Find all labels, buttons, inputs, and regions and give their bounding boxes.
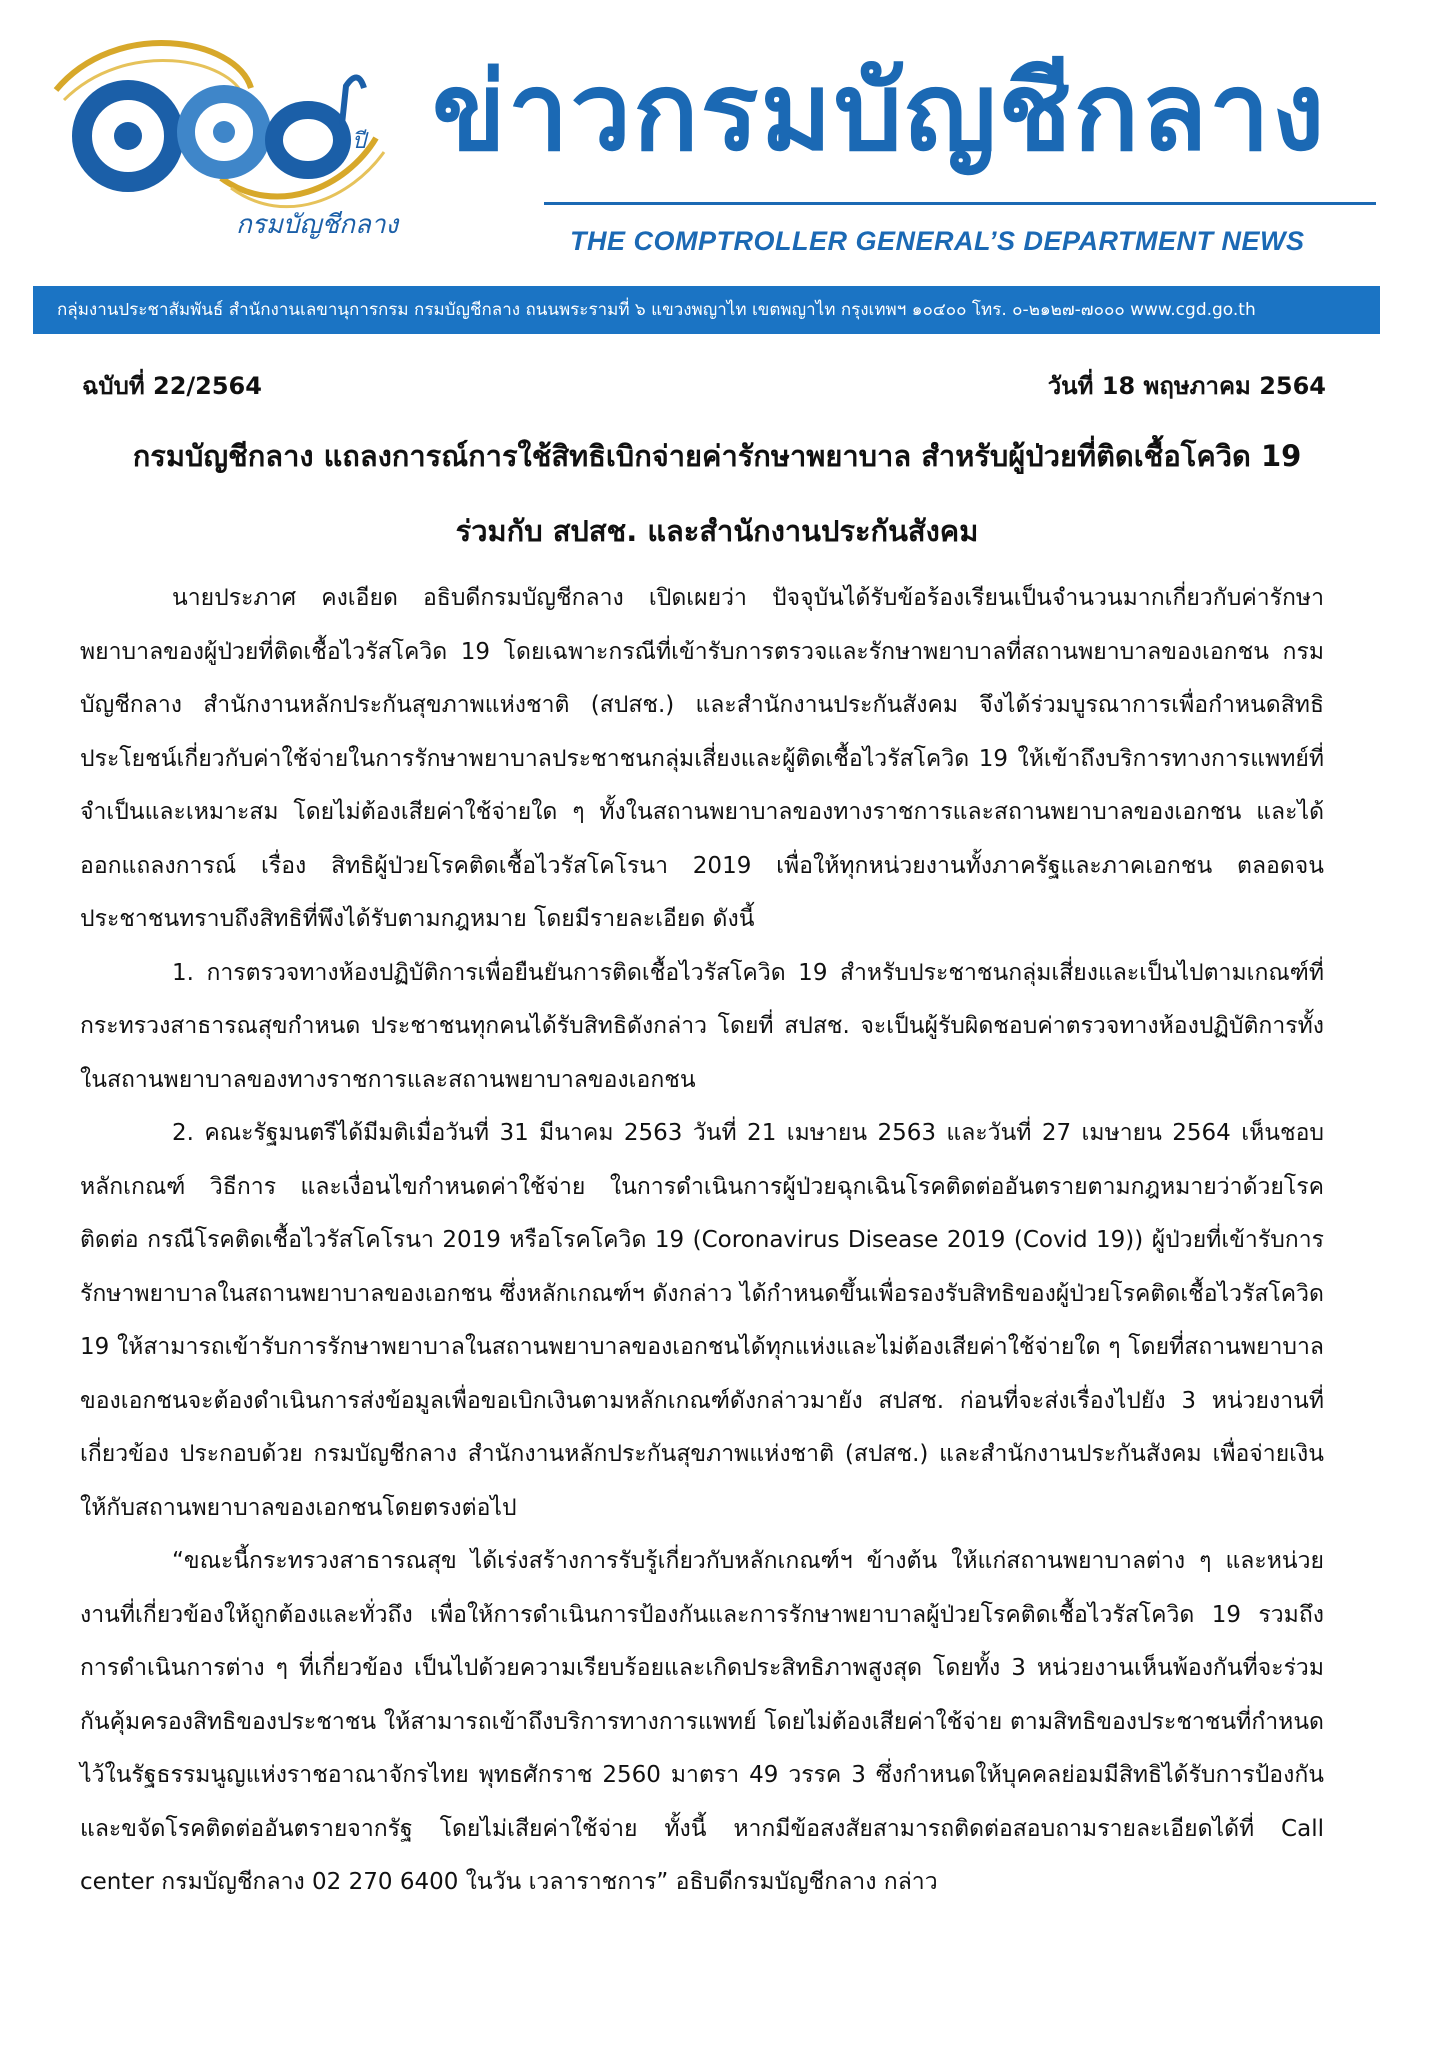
logo-caption: กรมบัญชีกลาง bbox=[236, 210, 399, 240]
paragraph-item-1: 1. การตรวจทางห้องปฏิบัติการเพื่อยืนยันการติดเชื้อไวรัสโควิด 19 สำหรับประชาชนกลุ่มเสี่ยงและเป็นไปตามเกณฑ์ที่กระทรวงสาธารณสุขกำหนด ประชาชนทุกคนได้รับสิทธิดังกล่าว โดยที่ สปสช. จะเป็นผู้รับผิดชอบค่าตรวจทางห้องปฏิบัติการทั้งในสถานพยาบาลของทางราชการและสถานพยาบาลของเอกชน bbox=[80, 959, 1324, 1093]
svg-text:ปี: ปี bbox=[352, 129, 366, 154]
paragraph-intro: นายประภาศ คงเอียด อธิบดีกรมบัญชีกลาง เปิดเผยว่า ปัจจุบันได้รับข้อร้องเรียนเป็นจำนวนมากเกี่ยวกับค่ารักษาพยาบาลของผู้ป่วยที่ติดเชื้อไวรัสโควิด 19 โดยเฉพาะกรณีที่เข้ารับการตรวจและรักษาพยาบาลที่สถานพยาบาลของเอกชน กรมบัญชีกลาง สำนักงานหลักประกันสุขภาพแห่งชาติ (สปสช.) และสำนักงานประกันสังคม จึงได้ร่วมบูรณาการเพื่อกำหนดสิทธิประโยชน์เกี่ยวกับค่าใช้จ่ายในการรักษาพยาบาลประชาชนกลุ่มเสี่ยงและผู้ติดเชื้อไวรัสโควิด 19 ให้เข้าถึงบริการทางการแพทย์ที่จำเป็นและเหมาะสม โดยไม่ต้องเสียค่าใช้จ่ายใด ๆ ทั้งในสถานพยาบาลของทางราชการและสถานพยาบาลของเอกชน และได้ออกแถลงการณ์ เรื่อง สิทธิผู้ป่วยโรคติดเชื้อไวรัสโคโรนา 2019 เพื่อให้ทุกหน่วยงานทั้งภาครัฐและภาคเอกชน ตลอดจนประชาชนทราบถึงสิทธิที่พึงได้รับตามกฎหมาย โดยมีรายละเอียด ดังนี้ bbox=[80, 585, 1324, 932]
issue-date: วันที่ 18 พฤษภาคม 2564 bbox=[1047, 372, 1326, 400]
headline-line-1: กรมบัญชีกลาง แถลงการณ์การใช้สิทธิเบิกจ่ายค่ารักษาพยาบาล สำหรับผู้ป่วยที่ติดเชื้อโควิด 19 bbox=[132, 439, 1302, 473]
masthead-divider bbox=[544, 202, 1376, 205]
masthead-title: ข่าวกรมบัญชีกลาง bbox=[432, 50, 1327, 175]
cgd-anniversary-logo bbox=[46, 28, 416, 253]
headline-line-2: ร่วมกับ สปสช. และสำนักงานประกันสังคม bbox=[455, 514, 979, 548]
article-body bbox=[80, 572, 1324, 1910]
paragraph-item-2: 2. คณะรัฐมนตรีได้มีมติเมื่อวันที่ 31 มีนาคม 2563 วันที่ 21 เมษายน 2563 และวันที่ 27 เมษายน 2564 เห็นชอบหลักเกณฑ์ วิธีการ และเงื่อนไขกำหนดค่าใช้จ่าย ในการดำเนินการผู้ป่วยฉุกเฉินโรคติดต่ออันตรายตามกฎหมายว่าด้วยโรคติดต่อ กรณีโรคติดเชื้อไวรัสโคโรนา 2019 หรือโรคโควิด 19 (Coronavirus Disease 2019 (Covid 19)) ผู้ป่วยที่เข้ารับการรักษาพยาบาลในสถานพยาบาลของเอกชน ซึ่งหลักเกณฑ์ฯ ดังกล่าว ได้กำหนดขึ้นเพื่อรองรับสิทธิของผู้ป่วยโรคติดเชื้อไวรัสโควิด 19 ให้สามารถเข้ารับการรักษาพยาบาลในสถานพยาบาลของเอกชนได้ทุกแห่งและไม่ต้องเสียค่าใช้จ่ายใด ๆ โดยที่สถานพยาบาลของเอกชนจะต้องดำเนินการส่งข้อมูลเพื่อขอเบิกเงินตามหลักเกณฑ์ดังกล่าวมายัง สปสช. ก่อนที่จะส่งเรื่องไปยัง 3 หน่วยงานที่เกี่ยวข้อง ประกอบด้วย กรมบัญชีกลาง สำนักงานหลักประกันสุขภาพแห่งชาติ (สปสช.) และสำนักงานประกันสังคม เพื่อจ่ายเงินให้กับสถานพยาบาลของเอกชนโดยตรงต่อไป bbox=[80, 1120, 1324, 1521]
contact-info-bar: กลุ่มงานประชาสัมพันธ์ สำนักงานเลขานุการกรม กรมบัญชีกลาง ถนนพระรามที่ ๖ แขวงพญาไท เขตพญาไท กรุงเทพฯ ๑๐๔๐๐ โทร. ๐-๒๑๒๗-๗๐๐๐ www.cgd.go.th bbox=[33, 286, 1380, 334]
paragraph-quote: “ขณะนี้กระทรวงสาธารณสุข ได้เร่งสร้างการรับรู้เกี่ยวกับหลักเกณฑ์ฯ ข้างต้น ให้แก่สถานพยาบาลต่าง ๆ และหน่วยงานที่เกี่ยวข้องให้ถูกต้องและทั่วถึง เพื่อให้การดำเนินการป้องกันและการรักษาพยาบาลผู้ป่วยโรคติดเชื้อไวรัสโควิด 19 รวมถึงการดำเนินการต่าง ๆ ที่เกี่ยวข้อง เป็นไปด้วยความเรียบร้อยและเกิดประสิทธิภาพสูงสุด โดยทั้ง 3 หน่วยงานเห็นพ้องกันที่จะร่วมกันคุ้มครองสิทธิของประชาชน ให้สามารถเข้าถึงบริการทางการแพทย์ โดยไม่ต้องเสียค่าใช้จ่าย ตามสิทธิของประชาชนที่กำหนดไว้ในรัฐธรรมนูญแห่งราชอาณาจักรไทย พุทธศักราช 2560 มาตรา 49 วรรค 3 ซึ่งกำหนดให้บุคคลย่อมมีสิทธิได้รับการป้องกันและขจัดโรคติดต่ออันตรายจากรัฐ โดยไม่เสียค่าใช้จ่าย ทั้งนี้ หากมีข้อสงสัยสามารถติดต่อสอบถามรายละเอียดได้ที่ Call center กรมบัญชีกลาง 02 270 6400 ในวัน เวลาราชการ” อธิบดีกรมบัญชีกลาง กล่าว bbox=[80, 1548, 1324, 1895]
issue-number: ฉบับที่ 22/2564 bbox=[82, 372, 262, 400]
masthead-english-title: THE COMPTROLLER GENERAL’S DEPARTMENT NEWS bbox=[570, 226, 1305, 256]
